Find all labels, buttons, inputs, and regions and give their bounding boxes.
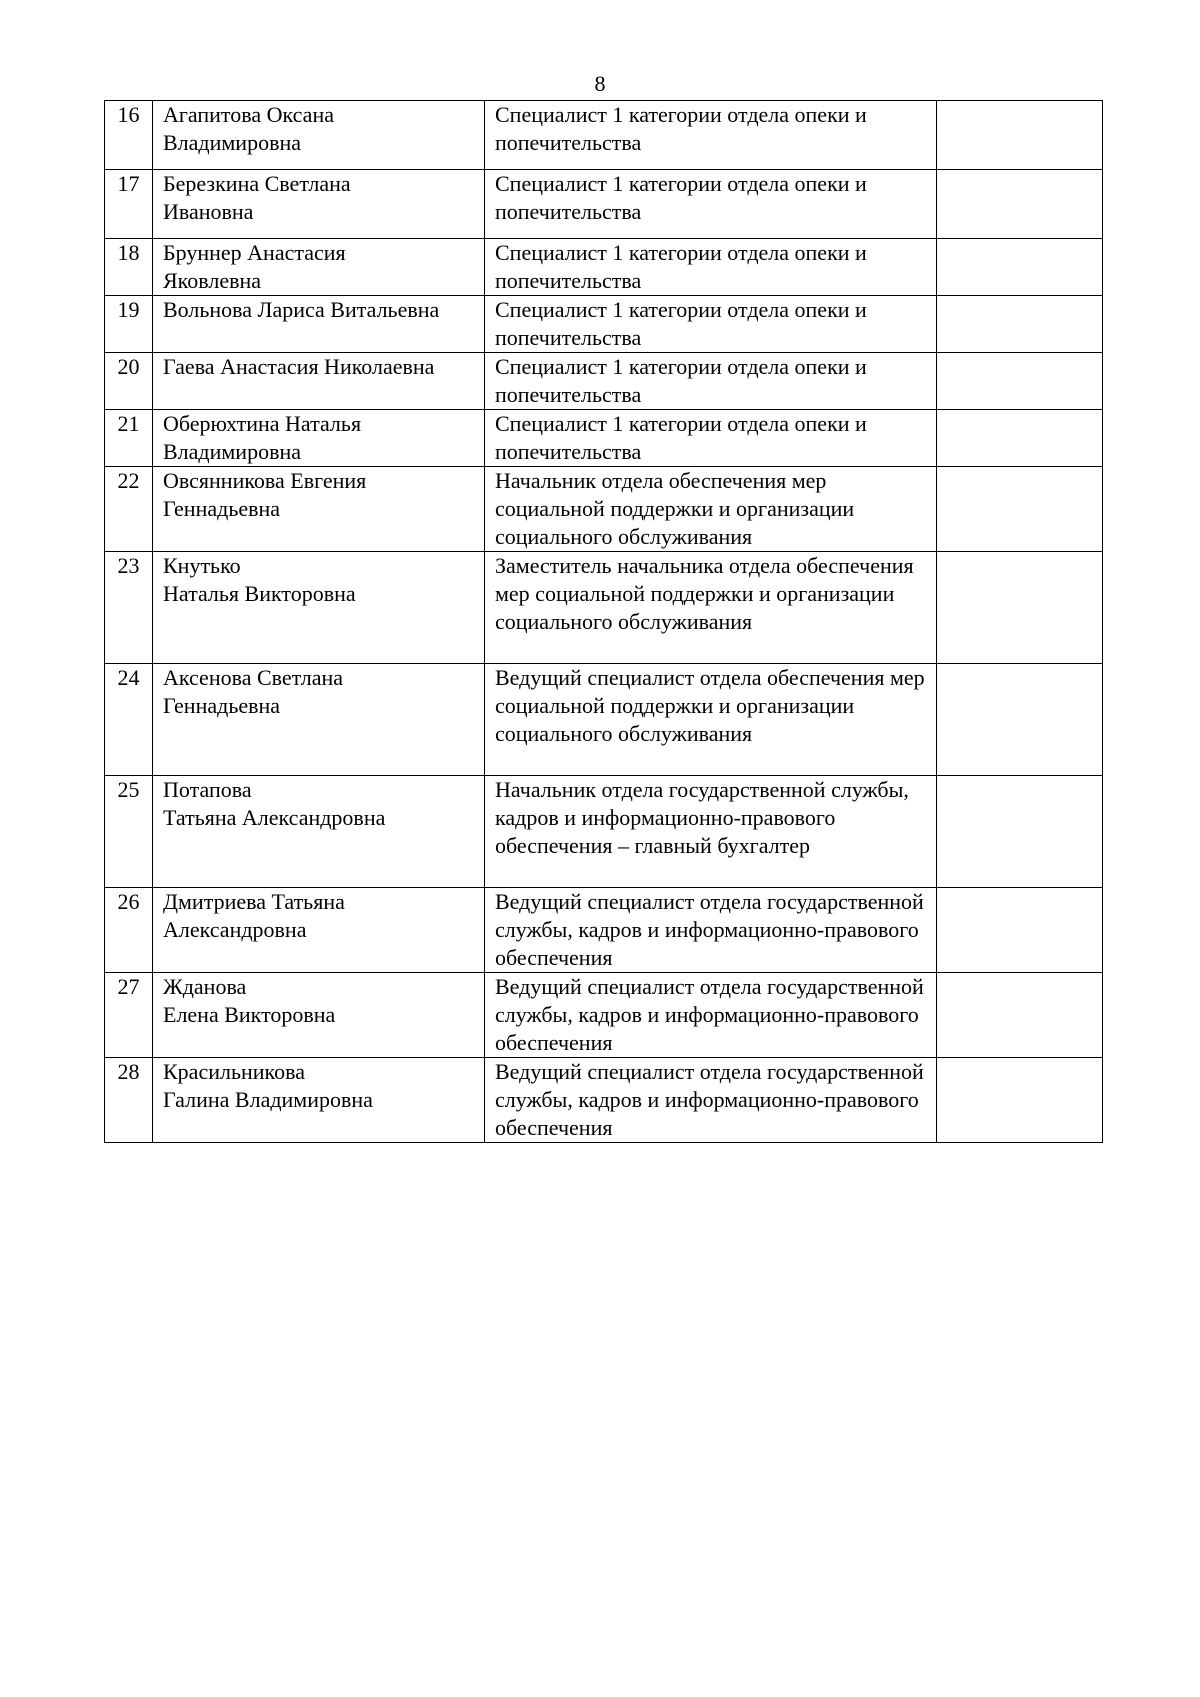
employee-name-cell: Дмитриева Татьяна Александровна xyxy=(153,888,485,973)
table-row xyxy=(105,353,1103,410)
position-cell: Ведущий специалист отдела государственной службы, кадров и информационно-правового обеспечения xyxy=(485,1058,937,1143)
row-number-cell: 16 xyxy=(105,101,153,170)
empty-cell xyxy=(937,296,1103,353)
empty-cell xyxy=(937,239,1103,296)
table-row xyxy=(105,296,1103,353)
row-number-cell: 23 xyxy=(105,552,153,664)
employee-name-cell: Жданова Елена Викторовна xyxy=(153,973,485,1058)
table-row xyxy=(105,101,1103,170)
row-number-cell: 22 xyxy=(105,467,153,552)
empty-cell xyxy=(937,888,1103,973)
row-number-cell: 27 xyxy=(105,973,153,1058)
position-cell: Специалист 1 категории отдела опеки и попечительства xyxy=(485,296,937,353)
staff-table xyxy=(104,100,1103,1143)
position-cell: Ведущий специалист отдела государственной службы, кадров и информационно-правового обеспечения xyxy=(485,888,937,973)
row-number-cell: 17 xyxy=(105,170,153,239)
employee-name-cell: Вольнова Лариса Витальевна xyxy=(153,296,485,353)
empty-cell xyxy=(937,410,1103,467)
position-cell: Специалист 1 категории отдела опеки и попечительства xyxy=(485,353,937,410)
row-number-cell: 24 xyxy=(105,664,153,776)
employee-name-cell: Агапитова Оксана Владимировна xyxy=(153,101,485,170)
employee-name-cell: Оберюхтина Наталья Владимировна xyxy=(153,410,485,467)
position-cell: Ведущий специалист отдела обеспечения мер социальной поддержки и организации социального обслуживания xyxy=(485,664,937,776)
table-row xyxy=(105,239,1103,296)
position-cell: Начальник отдела обеспечения мер социальной поддержки и организации социального обслуживания xyxy=(485,467,937,552)
position-cell: Специалист 1 категории отдела опеки и попечительства xyxy=(485,239,937,296)
table-row xyxy=(105,973,1103,1058)
row-number-cell: 26 xyxy=(105,888,153,973)
row-number-cell: 20 xyxy=(105,353,153,410)
position-cell: Специалист 1 категории отдела опеки и попечительства xyxy=(485,101,937,170)
empty-cell xyxy=(937,101,1103,170)
employee-name-cell: Кнутько Наталья Викторовна xyxy=(153,552,485,664)
table-row xyxy=(105,1058,1103,1143)
position-cell: Заместитель начальника отдела обеспечения мер социальной поддержки и организации социального обслуживания xyxy=(485,552,937,664)
table-row xyxy=(105,888,1103,973)
row-number-cell: 28 xyxy=(105,1058,153,1143)
empty-cell xyxy=(937,552,1103,664)
employee-name-cell: Овсянникова Евгения Геннадьевна xyxy=(153,467,485,552)
empty-cell xyxy=(937,973,1103,1058)
row-number-cell: 19 xyxy=(105,296,153,353)
empty-cell xyxy=(937,467,1103,552)
table-row xyxy=(105,467,1103,552)
position-cell: Ведущий специалист отдела государственной службы, кадров и информационно-правового обеспечения xyxy=(485,973,937,1058)
table-row xyxy=(105,664,1103,776)
empty-cell xyxy=(937,1058,1103,1143)
row-number-cell: 25 xyxy=(105,776,153,888)
empty-cell xyxy=(937,353,1103,410)
empty-cell xyxy=(937,664,1103,776)
position-cell: Специалист 1 категории отдела опеки и попечительства xyxy=(485,410,937,467)
position-cell: Специалист 1 категории отдела опеки и попечительства xyxy=(485,170,937,239)
employee-name-cell: Аксенова Светлана Геннадьевна xyxy=(153,664,485,776)
employee-name-cell: Потапова Татьяна Александровна xyxy=(153,776,485,888)
table-row xyxy=(105,776,1103,888)
table-row xyxy=(105,552,1103,664)
row-number-cell: 21 xyxy=(105,410,153,467)
employee-name-cell: Красильникова Галина Владимировна xyxy=(153,1058,485,1143)
empty-cell xyxy=(937,170,1103,239)
table-row xyxy=(105,170,1103,239)
employee-name-cell: Гаева Анастасия Николаевна xyxy=(153,353,485,410)
employee-name-cell: Березкина Светлана Ивановна xyxy=(153,170,485,239)
employee-name-cell: Бруннер Анастасия Яковлевна xyxy=(153,239,485,296)
position-cell: Начальник отдела государственной службы, кадров и информационно-правового обеспечения – главный бухгалтер xyxy=(485,776,937,888)
page-number: 8 xyxy=(594,71,606,96)
staff-table-body xyxy=(105,101,1103,1143)
table-row xyxy=(105,410,1103,467)
row-number-cell: 18 xyxy=(105,239,153,296)
empty-cell xyxy=(937,776,1103,888)
